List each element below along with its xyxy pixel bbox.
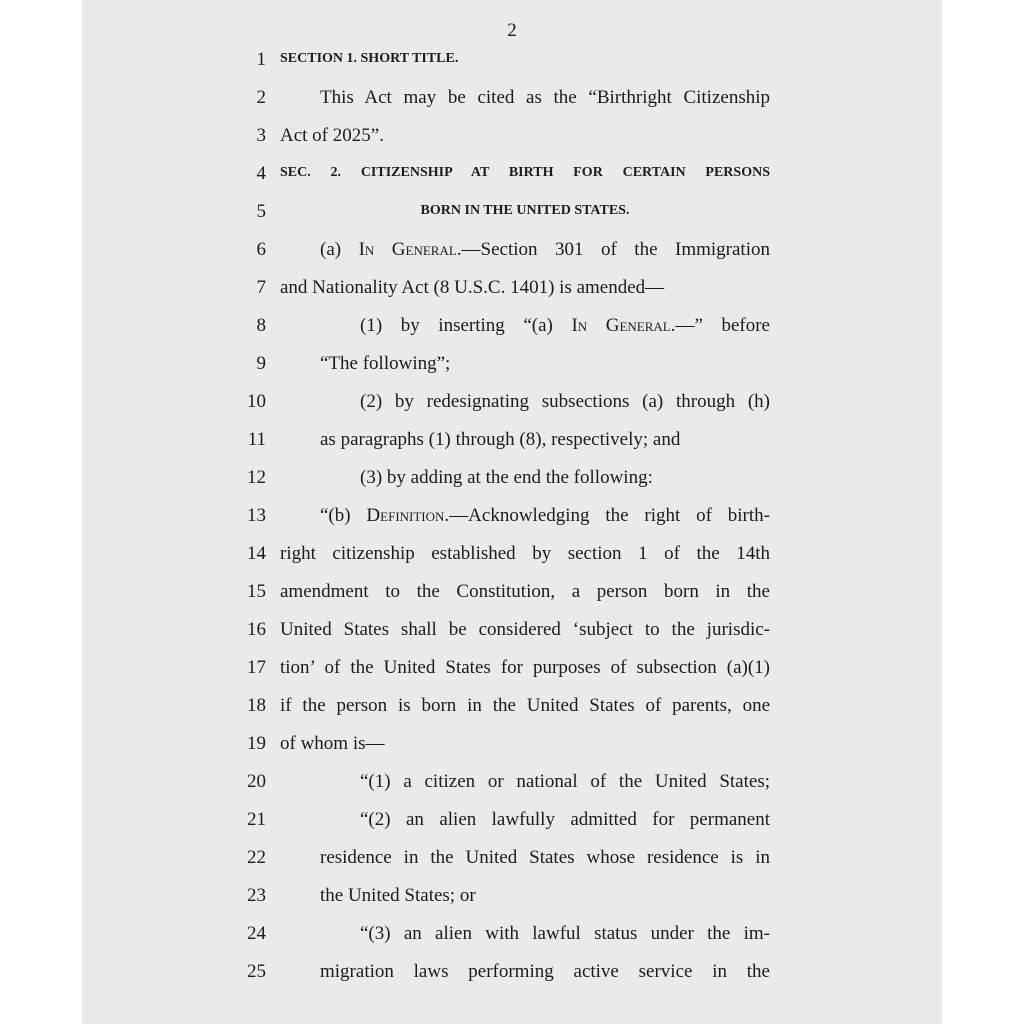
- line-number: 6: [256, 239, 266, 260]
- line-text: [320, 239, 770, 261]
- bill-line: [82, 957, 942, 995]
- line-text: tion’ of the United States for purposes of subsection (a)(1): [280, 657, 770, 678]
- line-number: 15: [247, 581, 266, 602]
- text-part: .—Acknowledging the right of birth-: [444, 505, 770, 526]
- bill-page: [82, 0, 942, 1024]
- line-number: 16: [247, 619, 266, 640]
- line-text: residence in the United States whose residence is in: [320, 847, 770, 868]
- text-part: .—Section 301 of the Immigration: [456, 239, 770, 260]
- line-text: United States shall be considered ‘subject to the jurisdic-: [280, 619, 770, 640]
- line-text: “The following”;: [320, 353, 451, 374]
- line-text: of whom is—: [280, 733, 385, 754]
- section-heading: SECTION 1. SHORT TITLE.: [280, 51, 459, 66]
- line-text: and Nationality Act (8 U.S.C. 1401) is amended—: [280, 277, 665, 298]
- line-number: 5: [256, 201, 266, 222]
- bill-line: [82, 83, 942, 121]
- small-caps-heading: In General: [571, 315, 671, 336]
- line-number: 13: [247, 505, 266, 526]
- line-text: “(1) a citizen or national of the United States;: [360, 771, 770, 792]
- bill-line: [82, 273, 942, 311]
- line-text: right citizenship established by section 1 of the 14th: [280, 543, 770, 564]
- small-caps-heading: Definition: [366, 505, 445, 526]
- bill-line: [82, 121, 942, 159]
- line-number: 10: [247, 391, 266, 412]
- bill-line: [82, 463, 942, 501]
- line-number: 17: [247, 657, 266, 678]
- line-text: “(2) an alien lawfully admitted for permanent: [360, 809, 770, 830]
- bill-line: [82, 577, 942, 615]
- bill-line: [82, 729, 942, 767]
- line-number: 21: [247, 809, 266, 830]
- line-text: migration laws performing active service in the: [320, 961, 770, 982]
- bill-line: [82, 615, 942, 653]
- line-text: as paragraphs (1) through (8), respectively; and: [320, 429, 681, 450]
- line-number: 11: [247, 429, 266, 450]
- bill-line: [82, 843, 942, 881]
- line-number: 8: [256, 315, 266, 336]
- line-number: 3: [256, 125, 266, 146]
- bill-line: [82, 235, 942, 273]
- bill-line: [82, 197, 942, 235]
- text-part: “(b): [320, 505, 367, 526]
- small-caps-heading: In General: [358, 239, 457, 260]
- line-text: [320, 505, 770, 527]
- line-text: the United States; or: [320, 885, 476, 906]
- line-number: 12: [247, 467, 266, 488]
- line-number: 23: [247, 885, 266, 906]
- text-part: .—” before: [670, 315, 770, 336]
- bill-line: [82, 501, 942, 539]
- line-number: 4: [256, 163, 266, 184]
- line-number: 9: [256, 353, 266, 374]
- text-part: (a): [320, 239, 359, 260]
- line-number: 19: [247, 733, 266, 754]
- line-text: (2) by redesignating subsections (a) through (h): [360, 391, 770, 412]
- bill-line: [82, 311, 942, 349]
- bill-line: [82, 881, 942, 919]
- line-number: 24: [247, 923, 266, 944]
- page-number: 2: [507, 20, 517, 41]
- section-heading: SEC. 2. CITIZENSHIP AT BIRTH FOR CERTAIN PERSONS: [280, 165, 770, 180]
- bill-line: [82, 767, 942, 805]
- text-part: (1) by inserting “(a): [360, 315, 572, 336]
- section-heading-continued: BORN IN THE UNITED STATES.: [420, 203, 630, 218]
- line-text: [360, 315, 770, 337]
- bill-line: [82, 349, 942, 387]
- bill-line: [82, 919, 942, 957]
- line-text: (3) by adding at the end the following:: [360, 467, 653, 488]
- line-number: 20: [247, 771, 266, 792]
- bill-line: [82, 387, 942, 425]
- line-number: 7: [256, 277, 266, 298]
- line-number: 25: [247, 961, 266, 982]
- bill-line: [82, 45, 942, 83]
- bill-line: [82, 159, 942, 197]
- line-number: 1: [256, 49, 266, 70]
- line-number: 14: [247, 543, 266, 564]
- line-text: Act of 2025”.: [280, 125, 384, 146]
- line-text: This Act may be cited as the “Birthright Citizenship: [320, 87, 770, 108]
- bill-line: [82, 805, 942, 843]
- line-text: “(3) an alien with lawful status under the im-: [360, 923, 770, 944]
- line-number: 18: [247, 695, 266, 716]
- line-number: 2: [256, 87, 266, 108]
- bill-line: [82, 539, 942, 577]
- line-text: if the person is born in the United States of parents, one: [280, 695, 770, 716]
- line-number: 22: [247, 847, 266, 868]
- bill-line: [82, 425, 942, 463]
- line-text: amendment to the Constitution, a person born in the: [280, 581, 770, 602]
- bill-line: [82, 691, 942, 729]
- bill-line: [82, 653, 942, 691]
